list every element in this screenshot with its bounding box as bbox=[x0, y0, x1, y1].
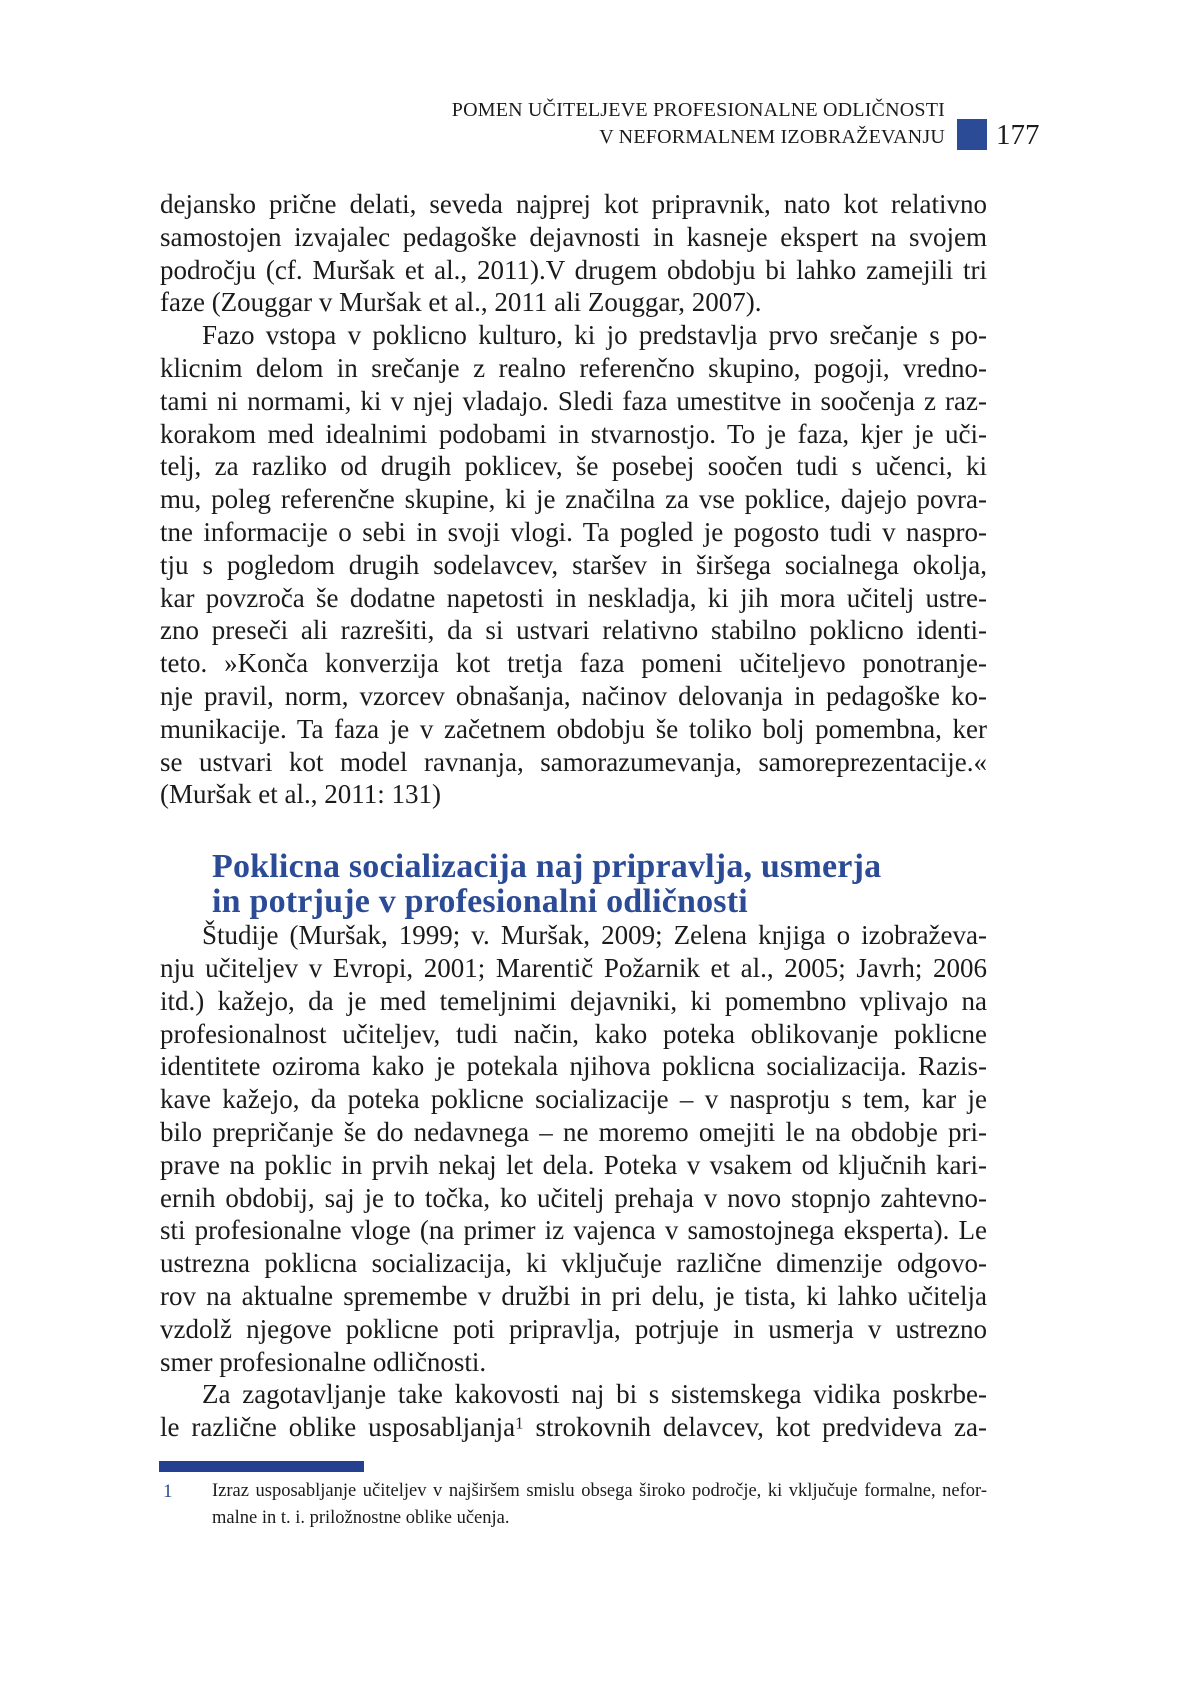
text-line: le različne oblike usposabljanja$^1$ strokovnih delavcev, kot predvideva za- bbox=[160, 1412, 987, 1443]
page-number: 177 bbox=[996, 119, 1040, 151]
text-line: prave na poklic in prvih nekaj let dela. Poteka v vsakem od ključnih kari- bbox=[160, 1149, 987, 1180]
text-line: faze (Zouggar v Muršak et al., 2011 ali Zouggar, 2007). bbox=[160, 287, 762, 318]
text-line: teto. »Konča konverzija kot tretja faza pomeni učiteljevo ponotranje- bbox=[160, 648, 987, 679]
text-line: ernih obdobij, saj je to točka, ko učitelj prehaja v novo stopnjo zahtevno- bbox=[160, 1182, 987, 1213]
text-line: nje pravil, norm, vzorcev obnašanja, načinov delovanja in pedagoške ko- bbox=[160, 680, 987, 711]
text-line: ustrezna poklicna socializacija, ki vključuje različne dimenzije odgovo- bbox=[160, 1248, 987, 1279]
text-line: klicnim delom in srečanje z realno referenčno skupino, pogoji, vredno- bbox=[160, 352, 987, 383]
text-line: področju (cf. Muršak et al., 2011).V drugem obdobju bi lahko zamejili tri bbox=[160, 254, 987, 285]
running-head-line-2: V NEFORMALNEM IZOBRAŽEVANJU bbox=[599, 126, 945, 148]
text-line: vzdolž njegove poklicne poti pripravlja, potrjuje in usmerja v ustrezno bbox=[160, 1313, 987, 1344]
text-line: malne in t. i. priložnostne oblike učenja. bbox=[212, 1508, 510, 1528]
text-line: kar povzroča še dodatne napetosti in neskladja, ki jih mora učitelj ustre- bbox=[160, 582, 987, 613]
text-line: itd.) kažejo, da je med temeljnimi dejavniki, ki pomembno vplivajo na bbox=[160, 985, 987, 1016]
running-head-title bbox=[160, 97, 945, 151]
text-line: mu, poleg referenčne skupine, ki je značilna za vse poklice, dajejo povra- bbox=[160, 484, 987, 515]
text-line: dejansko prične delati, seveda najprej kot pripravnik, nato kot relativno bbox=[160, 189, 987, 219]
footnote-text bbox=[212, 1478, 987, 1532]
page-number-accent-square bbox=[957, 119, 987, 150]
section-heading-line: Poklicna socializacija naj pripravlja, usmerja bbox=[212, 848, 882, 886]
section-heading-line: in potrjuje v profesionalni odličnosti bbox=[212, 883, 748, 921]
text-line: identitete oziroma kako je potekala njihova poklicna socializacija. Razis- bbox=[160, 1051, 987, 1082]
footnote-marker: 1 bbox=[163, 1481, 173, 1502]
text-line: tne informacije o sebi in svoji vlogi. Ta pogled je pogosto tudi v naspro- bbox=[160, 516, 987, 547]
text-line: Fazo vstopa v poklicno kulturo, ki jo predstavlja prvo srečanje s po- bbox=[202, 320, 987, 351]
text-line: tami ni normami, ki v njej vladajo. Sledi faza umestitve in soočenja z raz- bbox=[160, 385, 987, 416]
text-line: smer profesionalne odličnosti. bbox=[160, 1346, 487, 1377]
text-line: zno preseči ali razrešiti, da si ustvari relativno stabilno poklicno identi- bbox=[160, 615, 987, 646]
text-line: sti profesionalne vloge (na primer iz vajenca v samostojnega eksperta). Le bbox=[160, 1215, 987, 1246]
text-line: nju učiteljev v Evropi, 2001; Marentič Požarnik et al., 2005; Javrh; 2006 bbox=[160, 952, 987, 983]
body-text bbox=[160, 188, 987, 1444]
text-line: rov na aktualne spremembe v družbi in pri delu, je tista, ki lahko učitelja bbox=[160, 1280, 987, 1311]
text-line: (Muršak et al., 2011: 131) bbox=[160, 779, 441, 810]
footnote-reference: 1 bbox=[515, 1413, 524, 1433]
paragraphs-after-heading bbox=[160, 919, 987, 1444]
text-line: Za zagotavljanje take kakovosti naj bi s sistemskega vidika poskrbe- bbox=[202, 1379, 987, 1410]
footnote-separator-bar bbox=[159, 1461, 364, 1472]
text-line: profesionalnost učiteljev, tudi način, kako poteka oblikovanje poklicne bbox=[160, 1018, 987, 1049]
text-line: kave kažejo, da poteka poklicne socializacije – v nasprotju s tem, kar je bbox=[160, 1084, 987, 1115]
footnote bbox=[160, 1478, 987, 1532]
running-head-line-1: POMEN UČITELJEVE PROFESIONALNE ODLIČNOSTI bbox=[451, 99, 945, 121]
text-line: korakom med idealnimi podobami in stvarnostjo. To je faza, kjer je uči- bbox=[160, 418, 987, 449]
text-line: Študije (Muršak, 1999; v. Muršak, 2009; Zelena knjiga o izobraževa- bbox=[202, 920, 987, 951]
text-line: Izraz usposabljanje učiteljev v najširšem smislu obsega široko področje, ki vključuje formalne, nefor- bbox=[212, 1481, 987, 1501]
text-line: munikacije. Ta faza je v začetnem obdobju še toliko bolj pomembna, ker bbox=[160, 713, 987, 744]
paragraphs-before-heading bbox=[160, 188, 987, 811]
section-heading bbox=[212, 849, 987, 919]
text-line: bilo prepričanje še do nedavnega – ne moremo omejiti le na obdobje pri- bbox=[160, 1116, 987, 1147]
text-line: samostojen izvajalec pedagoške dejavnosti in kasneje ekspert na svojem bbox=[160, 221, 987, 252]
text-line: tju s pogledom drugih sodelavcev, staršev in širšega socialnega okolja, bbox=[160, 549, 987, 580]
text-line: se ustvari kot model ravnanja, samorazumevanja, samoreprezentacije.« bbox=[160, 746, 987, 777]
text-line: telj, za razliko od drugih poklicev, še posebej soočen tudi s učenci, ki bbox=[160, 451, 987, 482]
